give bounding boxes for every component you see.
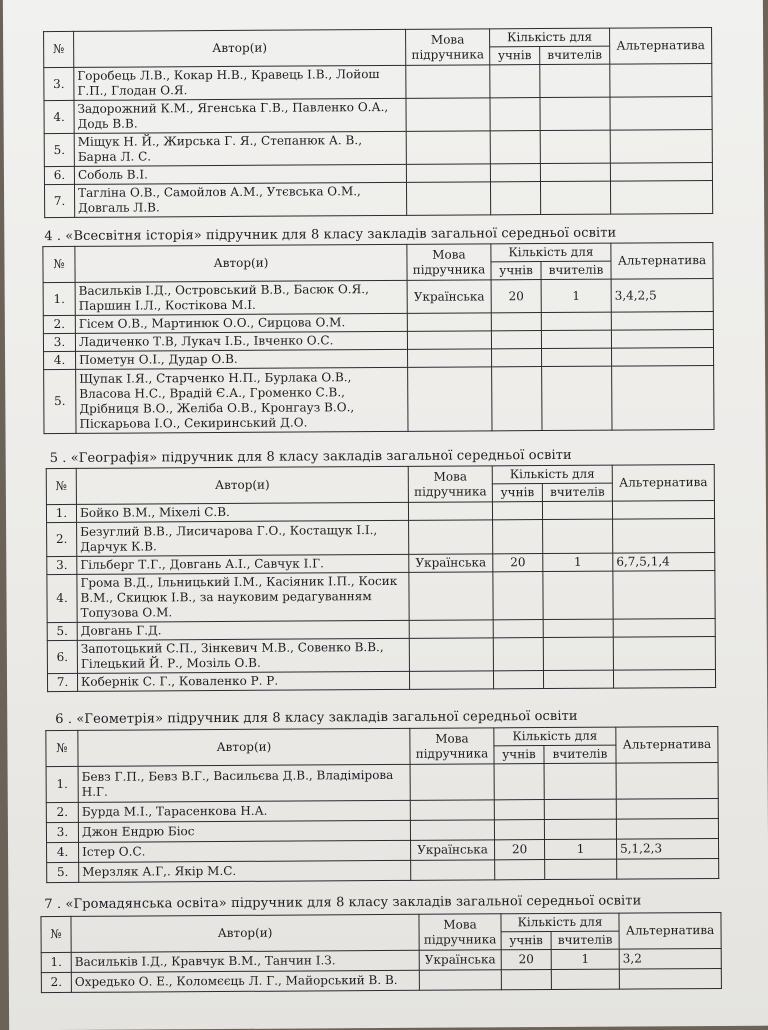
row-num: 3. [43,333,75,351]
section-title-civic-education: 7 . «Громадянська освіта» підручник для 8 класу закладів загальної середньої освіти [44,893,642,913]
row-num: 4. [47,574,77,622]
row-students: 20 [495,840,545,860]
row-alternative [613,669,715,688]
row-teachers [541,312,611,330]
header-teachers: вчителів [540,46,610,64]
row-num: 1. [43,282,75,315]
row-alternative [612,347,714,366]
header-author: Автор(и) [75,244,407,282]
row-author: Істер О.С. [79,840,411,862]
header-count: Кількість для [490,28,610,47]
header-language: Мова підручника [419,914,501,951]
row-language [406,65,490,99]
section-title-world-history: 4 . «Всесвітня історія» підручник для 8 класу закладів загальної середньої освіти [44,225,617,245]
textbook-table-geography [46,464,716,692]
section-title-geography: 5 . «Географія» підручник для 8 класу закладів загальної середньої освіти [49,447,572,467]
row-num: 5. [47,862,79,882]
row-students [490,131,540,164]
row-alternative [610,162,712,181]
row-students [490,182,540,215]
textbook-table-geometry [45,726,719,883]
row-author: Гільберг Т.Г., Довгань А.І., Савчук І.Г. [77,554,409,574]
row-teachers [543,619,613,637]
header-language: Мова підручника [408,466,492,503]
table-row [44,180,712,217]
row-author: Грома В.Д., Ільницький І.М., Касіяник І.П., Косик В.М., Скицюк І.В., за науковим редагуванням Топузова О.М. [77,572,409,622]
row-num: 6. [47,640,77,673]
row-author: Гісем О.В., Мартинюк О.О., Сирцова О.М. [75,313,407,333]
header-count: Кількість для [491,243,611,262]
header-author: Автор(и) [71,914,419,952]
header-count: Кількість для [494,727,616,746]
row-alternative: 3,2 [619,948,721,969]
row-author: Васильків І.Д., Кравчук В.М., Танчин І.З. [71,950,419,972]
row-teachers [540,181,610,214]
header-alternative: Альтернатива [616,726,718,763]
row-students [501,969,551,989]
row-teachers: 1 [541,279,611,312]
header-author: Автор(и) [78,728,410,766]
row-author: Охредько О. Е., Коломєєць Л. Г., Майорський В. В. [71,970,419,992]
header-teachers: вчителів [551,931,619,949]
row-alternative [613,618,715,637]
row-language [419,970,501,991]
row-language [410,820,494,841]
row-author: Задорожний К.М., Ягенська Г.В., Павленко О.А., Додь В.В. [74,98,406,133]
table-row [44,365,714,433]
row-alternative [610,97,712,131]
table-row [44,130,712,167]
table-row [43,278,713,315]
row-alternative [617,858,719,879]
row-author: Мерзляк А.Г,. Якір М.С. [79,860,411,882]
row-num: 2. [43,315,75,333]
row-num: 3. [44,67,74,100]
row-teachers [542,366,612,430]
row-alternative [616,798,718,819]
row-language [410,764,494,801]
row-alternative [619,968,721,989]
row-num: 1. [46,766,78,802]
row-alternative [611,329,713,348]
header-num: № [41,916,71,952]
row-students [493,572,543,620]
row-alternative [616,762,718,799]
row-language [409,620,493,639]
row-students: 20 [501,949,551,969]
row-language: Українська [419,950,501,971]
row-students [490,164,540,182]
row-author: Запотоцький С.П., Зінкевич М.В., Совенко В.В., Гілецький Й. Р., Мозіль О.В. [77,638,409,673]
row-num: 4. [44,100,74,133]
row-num: 5. [44,369,76,433]
header-students: учнів [492,484,542,502]
row-author: Безуглий В.В., Лисичарова Г.О., Костащук І.І., Дарчук К.В. [77,520,409,556]
row-alternative [613,518,715,553]
header-num: № [44,31,74,67]
row-teachers [540,64,610,97]
row-author: Бойко В.М., Міхелі С.В. [76,502,408,522]
row-students [494,764,544,800]
row-language [407,313,491,332]
header-author: Автор(и) [74,29,406,67]
table-row [47,570,715,622]
table-row [47,858,719,882]
row-teachers [543,670,613,688]
row-language [406,98,490,132]
table-row [47,636,715,673]
row-author: Соболь В.І. [74,164,406,184]
row-num: 6. [44,166,74,184]
row-author: Ладиченко Т.В, Лукач І.Б., Івченко О.С. [75,331,407,351]
header-students: учнів [494,746,544,764]
header-alternative: Альтернатива [611,242,713,279]
row-students [494,800,544,820]
row-alternative [613,636,715,670]
row-teachers: 1 [545,839,617,859]
row-teachers [544,763,616,799]
row-teachers [540,163,610,181]
row-students [491,331,541,349]
row-alternative: 6,7,5,1,4 [613,552,715,571]
row-num: 3. [47,556,77,574]
header-teachers: вчителів [541,261,611,279]
row-alternative [611,311,713,330]
row-num: 2. [46,802,78,822]
table-row [44,64,712,101]
row-language [409,671,493,690]
row-author: Кобернік С. Г., Коваленко Р. Р. [77,671,409,691]
row-language [410,800,494,821]
row-students [493,638,543,671]
row-author: Пометун О.І., Дудар О.В. [76,349,408,369]
row-alternative [612,500,714,519]
row-language [409,572,493,621]
row-num: 1. [46,504,76,522]
header-students: учнів [490,47,540,65]
table-row [47,518,715,556]
row-language: Українська [411,840,495,861]
row-teachers [545,859,617,879]
row-students [493,620,543,638]
row-teachers [543,571,613,619]
row-author: Бурда М.І., Тарасенкова Н.А. [78,800,410,822]
row-num: 2. [47,522,77,556]
row-language: Українська [409,554,493,573]
row-alternative [612,365,714,430]
row-language [409,638,493,672]
row-author: Міщук Н. Й., Жирська Г. Я., Степанюк А. В., Барна Л. С. [74,131,406,166]
header-language: Мова підручника [410,728,494,765]
textbook-table-world-history [42,242,714,434]
row-teachers [544,819,616,839]
row-num: 2. [41,972,71,992]
header-teachers: вчителів [544,745,616,763]
header-num: № [46,730,78,766]
header-students: учнів [501,931,551,949]
row-alternative [613,570,715,619]
row-num: 3. [46,822,78,842]
row-students [493,520,543,554]
row-teachers [540,97,610,130]
row-teachers: 1 [543,553,613,571]
row-students [492,349,542,367]
row-teachers [544,799,616,819]
row-num: 4. [47,842,79,862]
row-num: 5. [44,133,74,166]
row-num: 4. [44,351,76,369]
row-students [495,860,545,880]
row-alternative [610,130,712,164]
row-author: Щупак І.Я., Старченко Н.П., Бурлака О.В., Власова Н.С., Врадій Є.А., Громенко С.В., Дрібниця В.О., Желіба О.В., Кронгауз В.О., Піскарьова І.О., Секиринський Д.О. [76,367,408,433]
textbook-table-civic-education [40,912,721,993]
row-teachers [541,330,611,348]
row-language [408,349,492,368]
row-language [406,182,490,216]
header-alternative: Альтернатива [610,28,712,65]
row-students [492,502,542,520]
row-students [490,98,540,131]
section-title-geometry: 6 . «Геометрія» підручник для 8 класу закладів загальної середньої освіти [55,708,578,728]
header-count: Кількість для [492,465,612,484]
row-alternative [610,180,712,214]
row-author: Горобець Л.В., Кокар Н.В., Кравець І.В., Лойош Г.П., Глодан О.Я. [74,65,406,100]
header-students: учнів [491,262,541,280]
row-students: 20 [493,554,543,572]
row-alternative: 3,4,2,5 [611,278,713,312]
row-author: Бевз Г.П., Бевз В.Г., Васильєва Д.В., Владімірова Н.Г. [78,764,410,802]
row-language [406,131,490,165]
row-teachers [543,637,613,670]
table-row [46,762,718,802]
row-language [411,860,495,881]
header-count: Кількість для [501,913,619,932]
row-teachers [542,348,612,366]
textbook-table-continued [43,27,713,218]
header-language: Мова підручника [407,244,491,281]
row-num: 7. [44,184,74,217]
row-author: Джон Ендрю Біос [78,820,410,842]
table-row [44,97,712,134]
row-students [493,671,543,689]
row-language [408,367,492,432]
row-num: 7. [47,673,77,691]
row-alternative [610,64,712,98]
row-students: 20 [491,280,541,313]
row-alternative: 5,1,2,3 [617,838,719,859]
document-page [3,0,768,1030]
row-language [408,502,492,521]
row-students [490,65,540,98]
row-teachers [540,130,610,163]
header-language: Мова підручника [406,29,490,66]
table-row [41,968,721,992]
row-language: Українська [407,280,491,314]
row-author: Довгань Г.Д. [77,620,409,640]
header-alternative: Альтернатива [619,912,721,949]
row-teachers [543,519,613,553]
row-num: 1. [41,952,71,972]
row-author: Васильків І.Д., Островський В.В., Басюк О.Я., Паршин І.Л., Костікова М.І. [75,280,407,315]
row-students [491,313,541,331]
row-author: Тагліна О.В., Самойлов А.М., Утєвська О.М., Довгаль Л.В. [74,182,406,217]
row-language [409,520,493,555]
header-author: Автор(и) [76,466,408,504]
row-students [494,820,544,840]
header-alternative: Альтернатива [612,464,714,501]
row-teachers [542,501,612,519]
header-teachers: вчителів [542,483,612,501]
row-language [407,331,491,350]
header-num: № [46,468,76,504]
row-teachers [551,969,619,989]
row-alternative [616,818,718,839]
row-num: 5. [47,622,77,640]
row-teachers: 1 [551,949,619,969]
table-row [47,669,715,691]
row-students [492,367,542,431]
header-num: № [43,246,75,282]
row-language [406,164,490,183]
